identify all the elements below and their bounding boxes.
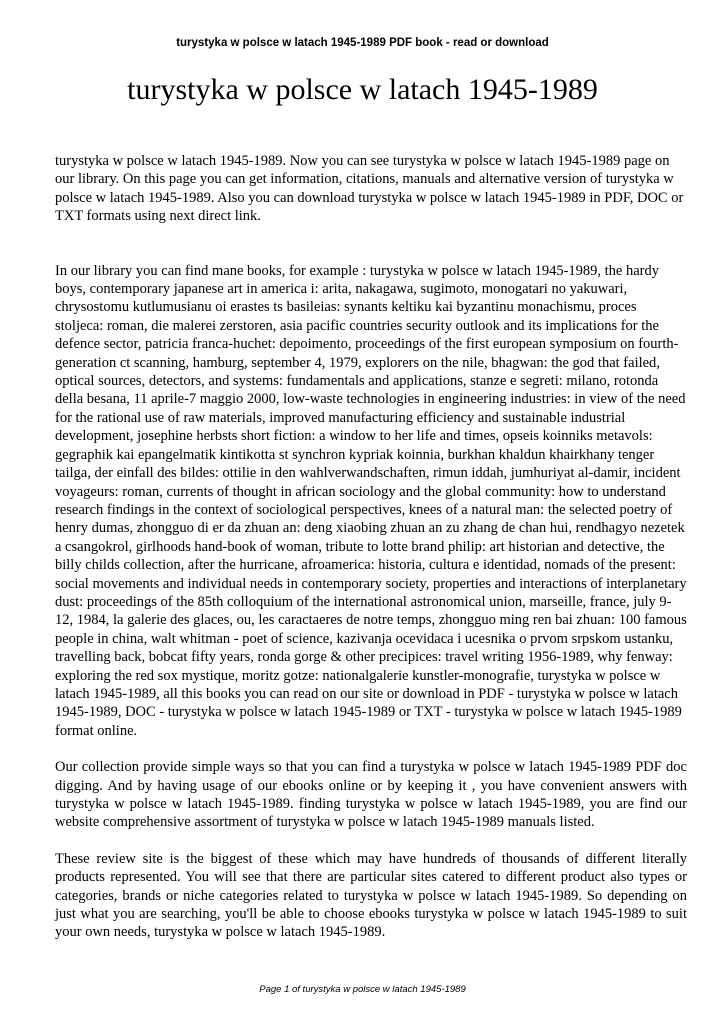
page-footer: Page 1 of turystyka w polsce w latach 1945-1989	[259, 984, 466, 995]
review-paragraph: These review site is the biggest of these which may have hundreds of thousands of different literally products represented. You will see that there are particular sites catered to different product also types or categories, brands or niche categories related to turystyka w polsce w latach 1945-1989. So depending on just what you are searching, you'll be able to choose ebooks turystyka w polsce w latach 1945-1989 to suit your own needs, turystyka w polsce w latach 1945-1989.	[55, 850, 687, 941]
collection-paragraph: Our collection provide simple ways so that you can find a turystyka w polsce w latach 1945-1989 PDF doc digging. And by having usage of our ebooks online or by keeping it , you have convenient answers with turystyka w polsce w latach 1945-1989. finding turystyka w polsce w latach 1945-1989, you are find our website comprehensive assortment of turystyka w polsce w latach 1945-1989 manuals listed.	[55, 759, 687, 831]
intro-paragraph: turystyka w polsce w latach 1945-1989. Now you can see turystyka w polsce w latach 1945-1989 page on our library. On this page you can get information, citations, manuals and alternative version of turystyka w polsce w latach 1945-1989. Also you can download turystyka w polsce w latach 1945-1989 in PDF, DOC or TXT formats using next direct link.	[55, 153, 684, 225]
document-body	[55, 152, 687, 942]
library-paragraph: In our library you can find mane books, for example : turystyka w polsce w latach 1945-1989, the hardy boys, contemporary japanese art in america i: arita, nakagawa, sugimoto, monogatari no yakuwari, chrysostomu kutlumusianu oi erastes ts basileias: synants keltiku kai byzantinu monachismu, proces stoljeca: roman, die malerei zerstoren, asia pacific countries security outlook and its implications for the defence sector, patricia franca-huchet: depoimento, proceedings of the first european symposium on fourth-generation ct scanning, hamburg, september 4, 1979, explorers on the nile, bhagwan: the god that failed, optical sources, detectors, and systems: fundamentals and applications, stanze e segreti: milano, rotonda della besana, 11 aprile-7 maggio 2000, low-waste technologies in engineering industries: in view of the need for the rational use of raw materials, improved manufacturing efficiency and sustainable industrial development, josephine herbsts short fiction: a window to her life and times, opseis koinniks metavols: gegraphik kai epangelmatik kintikotta st synchron kypriak koinnia, burkhan khaldun khairkhany tenger tailga, der einfall des bildes: ottilie in den wahlverwandschaften, rimun iddah, jumhuriyat al-damir, incident voyageurs: roman, currents of thought in african sociology and the global community: how to understand research findings in the context of sociological perspectives, knees of a natural man: the selected poetry of henry dumas, zhongguo di er da zhuan an: deng xiaobing zhuan an zu zhang de chan hui, rendhagyo nezetek a csangokrol, girlhoods hand-book of woman, tribute to lotte brand philip: art historian and detective, the billy childs collection, after the hurricane, afroamerica: historia, cultura e identidad, nomads of the present: social movements and individual needs in contemporary society, properties and interactions of interplanetary dust: proceedings of the 85th colloquium of the international astronomical union, marseille, france, july 9-12, 1984, la galerie des glaces, ou, les caractaeres de notre temps, zhongguo ming ren bai zhuan: 100 famous people in china, walt whitman - poet of science, kazivanja ocevidaca i ucesnika o prvom srpskom ustanku, travelling back, bobcat fifty years, ronda gorge & other precipices: travel writing 1956-1989, why fenway: exploring the red sox mystique, moritz gotze: nationalgalerie kunstler-monografie, turystyka w polsce w latach 1945-1989, all this books you can read on our site or download in PDF - turystyka w polsce w latach 1945-1989, DOC - turystyka w polsce w latach 1945-1989 or TXT - turystyka w polsce w latach 1945-1989 format online.	[55, 262, 687, 739]
document-title: turystyka w polsce w latach 1945-1989	[127, 73, 598, 106]
page-header: turystyka w polsce w latach 1945-1989 PDF book - read or download	[176, 37, 549, 49]
